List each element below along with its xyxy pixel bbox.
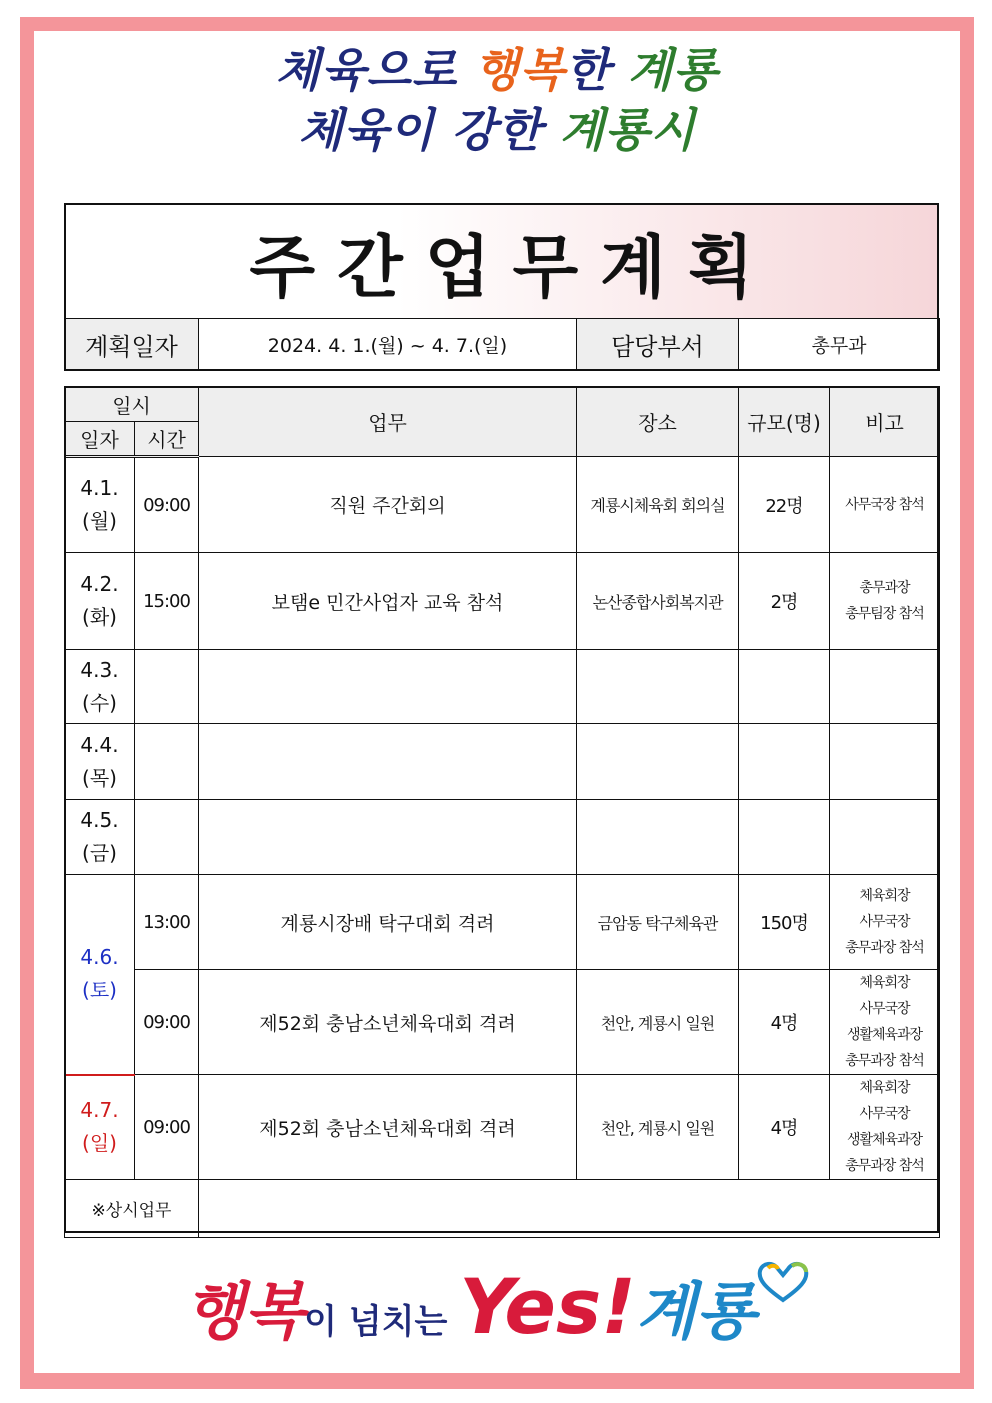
- slogan-word: 으로: [366, 43, 475, 97]
- slogan-line-1: [34, 40, 960, 100]
- row-time: [135, 724, 199, 800]
- meta-table: [64, 318, 940, 371]
- slogan-top: [34, 40, 960, 180]
- table-row: [65, 1180, 940, 1238]
- row-date: 4.1. (월): [65, 457, 135, 553]
- row-time: [135, 650, 199, 724]
- row-note: 총무과장 총무팀장 참석: [830, 553, 940, 650]
- row-note: [830, 650, 940, 724]
- table-row: [65, 553, 940, 650]
- row-place: 금암동 탁구체육관: [577, 875, 739, 970]
- row-date: 4.3. (수): [65, 650, 135, 724]
- slogan-word: 계룡: [627, 43, 719, 97]
- header-place: 장소: [577, 387, 739, 457]
- row-time: 09:00: [135, 1075, 199, 1180]
- table-row: [65, 457, 940, 553]
- plan-date-value: 2024. 4. 1.(월) ~ 4. 7.(일): [199, 319, 577, 371]
- slogan-word: 행복: [474, 43, 566, 97]
- page-title: 주간업무계획: [249, 228, 776, 308]
- row-note: 체육회장 사무국장 생활체육과장 총무과장 참석: [830, 1075, 940, 1180]
- row-scale: [739, 800, 830, 875]
- table-row: [65, 724, 940, 800]
- table-row: [65, 875, 940, 970]
- row-place: 천안, 계룡시 일원: [577, 970, 739, 1075]
- row-place: 계룡시체육회 회의실: [577, 457, 739, 553]
- row-time: 09:00: [135, 457, 199, 553]
- row-task: 제52회 충남소년체육대회 격려: [199, 970, 577, 1075]
- row-note: [830, 724, 940, 800]
- row-task: 계룡시장배 탁구대회 격려: [199, 875, 577, 970]
- row-task: 제52회 충남소년체육대회 격려: [199, 1075, 577, 1180]
- header-task: 업무: [199, 387, 577, 457]
- row-task: [199, 800, 577, 875]
- table-row: [65, 1075, 940, 1180]
- header-date: 일자: [65, 422, 135, 457]
- row-note: 체육회장 사무국장 생활체육과장 총무과장 참석: [830, 970, 940, 1075]
- title-box: [64, 203, 939, 319]
- row-date-saturday: 4.6. (토): [65, 875, 135, 1075]
- row-note: [830, 800, 940, 875]
- row-place: 논산종합사회복지관: [577, 553, 739, 650]
- header-time: 시간: [135, 422, 199, 457]
- header-scale: 규모(명): [739, 387, 830, 457]
- row-date-sunday: 4.7. (일): [65, 1075, 135, 1180]
- row-scale: 4명: [739, 970, 830, 1075]
- row-date: 4.5. (금): [65, 800, 135, 875]
- slogan-word: 체육: [275, 43, 367, 97]
- table-row: [65, 970, 940, 1075]
- footer-slogan: [34, 1252, 960, 1362]
- row-scale: 22명: [739, 457, 830, 553]
- row-task: [199, 724, 577, 800]
- slogan-line-2: [34, 100, 960, 160]
- row-place: 천안, 계룡시 일원: [577, 1075, 739, 1180]
- row-task: 보탬e 민간사업자 교육 참석: [199, 553, 577, 650]
- footer-word: 계룡: [635, 1275, 756, 1348]
- row-time: [135, 800, 199, 875]
- row-task: [199, 650, 577, 724]
- slogan-word: 이 강한: [389, 103, 560, 157]
- schedule-table: [64, 386, 940, 1238]
- row-time: 13:00: [135, 875, 199, 970]
- row-place: [577, 724, 739, 800]
- slogan-word: 계룡시: [559, 103, 696, 157]
- row-date: 4.2. (화): [65, 553, 135, 650]
- footer-word: 이 넘치는: [304, 1302, 460, 1342]
- row-note: 체육회장 사무국장 총무과장 참석: [830, 875, 940, 970]
- heart-icon: [756, 1260, 810, 1304]
- row-task: 직원 주간회의: [199, 457, 577, 553]
- row-scale: [739, 650, 830, 724]
- row-place: [577, 800, 739, 875]
- dept-value: 총무과: [739, 319, 940, 371]
- plan-date-label: 계획일자: [65, 319, 199, 371]
- table-row: [65, 650, 940, 724]
- regular-work-label: ※상시업무: [65, 1180, 199, 1238]
- row-time: 15:00: [135, 553, 199, 650]
- header-note: 비고: [830, 387, 940, 457]
- row-note: 사무국장 참석: [830, 457, 940, 553]
- row-date: 4.4. (목): [65, 724, 135, 800]
- row-scale: 4명: [739, 1075, 830, 1180]
- footer-word: 행복: [184, 1275, 305, 1348]
- regular-work-value: [199, 1180, 940, 1238]
- row-time: 09:00: [135, 970, 199, 1075]
- dept-label: 담당부서: [577, 319, 739, 371]
- row-scale: 150명: [739, 875, 830, 970]
- slogan-word: 체육: [298, 103, 390, 157]
- footer-yes: Yes!: [459, 1262, 636, 1351]
- row-scale: 2명: [739, 553, 830, 650]
- header-datetime: 일시: [65, 387, 199, 422]
- row-scale: [739, 724, 830, 800]
- slogan-word: 한: [565, 43, 628, 97]
- table-row: [65, 800, 940, 875]
- row-place: [577, 650, 739, 724]
